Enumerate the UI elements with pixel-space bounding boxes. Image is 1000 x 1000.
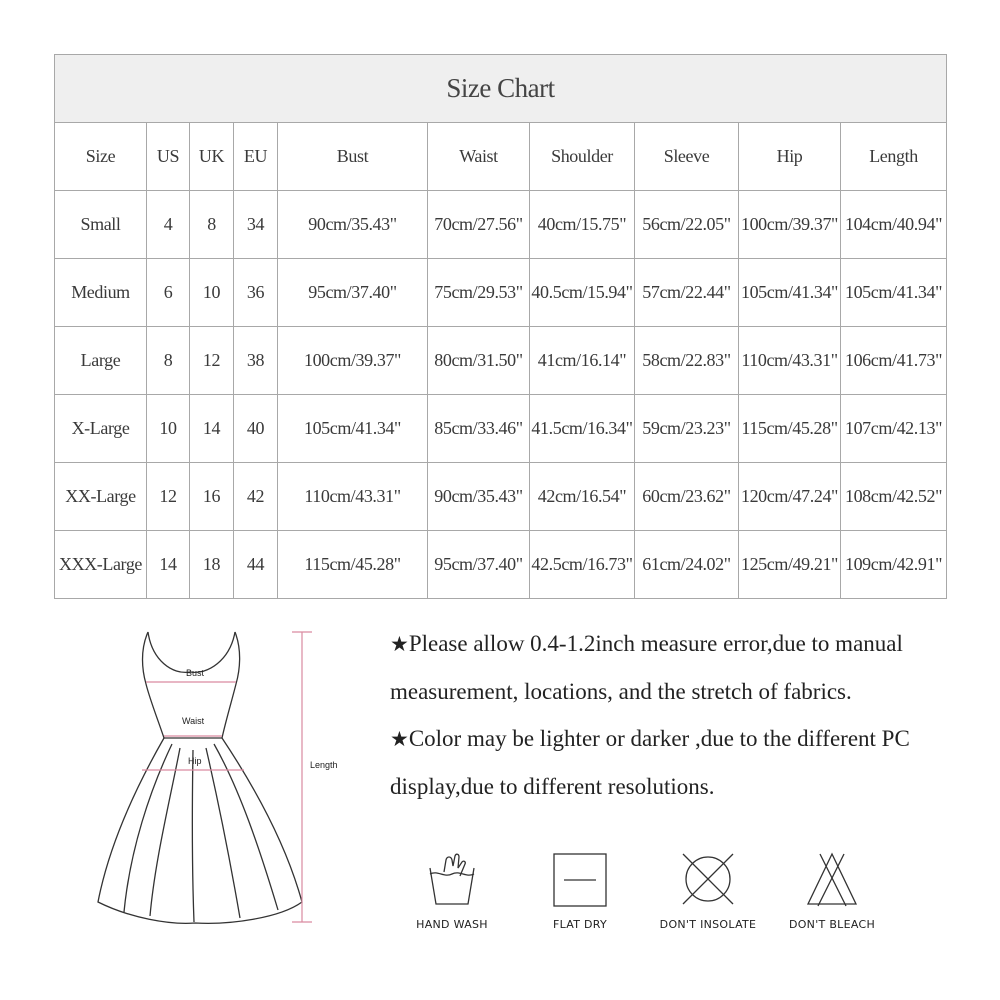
table-cell: 108cm/42.52" [841, 463, 947, 531]
dont-insolate-icon [677, 850, 739, 908]
table-cell: 60cm/23.62" [635, 463, 739, 531]
table-cell: 36 [234, 259, 278, 327]
table-cell: 90cm/35.43" [428, 463, 530, 531]
table-cell: 40 [234, 395, 278, 463]
table-cell: 115cm/45.28" [739, 395, 841, 463]
measure-lines [142, 632, 312, 922]
column-header: UK [190, 123, 234, 191]
column-header: EU [234, 123, 278, 191]
table-cell: 105cm/41.34" [739, 259, 841, 327]
table-cell: Large [55, 327, 147, 395]
table-cell: 120cm/47.24" [739, 463, 841, 531]
size-chart-table [54, 54, 947, 599]
table-title: Size Chart [55, 55, 947, 123]
table-cell: 41.5cm/16.34" [530, 395, 635, 463]
length-label: Length [310, 760, 338, 770]
table-cell: 110cm/43.31" [739, 327, 841, 395]
table-cell: 42.5cm/16.73" [530, 531, 635, 599]
table-cell: 110cm/43.31" [278, 463, 428, 531]
table-cell: 61cm/24.02" [635, 531, 739, 599]
table-row [55, 259, 947, 327]
table-cell: 104cm/40.94" [841, 191, 947, 259]
care-label: DON'T BLEACH [788, 918, 876, 931]
dont-bleach-icon [802, 850, 862, 908]
hand-wash-icon [422, 850, 482, 908]
table-cell: 75cm/29.53" [428, 259, 530, 327]
table-cell: 95cm/37.40" [428, 531, 530, 599]
hip-label: Hip [188, 756, 202, 766]
star-icon: ★ [390, 632, 409, 656]
table-cell: 8 [147, 327, 190, 395]
table-cell: Medium [55, 259, 147, 327]
table-cell: 42 [234, 463, 278, 531]
star-icon: ★ [390, 727, 409, 751]
note-2: ★Color may be lighter or darker ,due to the different PC display,due to different resolutions. [390, 726, 910, 799]
care-label: FLAT DRY [552, 918, 608, 931]
waist-label: Waist [182, 716, 205, 726]
table-cell: 56cm/22.05" [635, 191, 739, 259]
table-cell: 105cm/41.34" [278, 395, 428, 463]
table-cell: 105cm/41.34" [841, 259, 947, 327]
table-cell: 70cm/27.56" [428, 191, 530, 259]
table-cell: XXX-Large [55, 531, 147, 599]
dress-diagram [80, 620, 380, 940]
table-cell: 16 [190, 463, 234, 531]
table-cell: 6 [147, 259, 190, 327]
care-dont-insolate [648, 850, 768, 931]
table-cell: 115cm/45.28" [278, 531, 428, 599]
table-cell: 100cm/39.37" [739, 191, 841, 259]
table-cell: Small [55, 191, 147, 259]
care-label: HAND WASH [416, 918, 488, 931]
table-cell: 41cm/16.14" [530, 327, 635, 395]
table-cell: 14 [190, 395, 234, 463]
table-cell: 85cm/33.46" [428, 395, 530, 463]
table-row [55, 327, 947, 395]
column-header: Shoulder [530, 123, 635, 191]
table-cell: 100cm/39.37" [278, 327, 428, 395]
column-header: Waist [428, 123, 530, 191]
table-cell: 40.5cm/15.94" [530, 259, 635, 327]
column-header: Hip [739, 123, 841, 191]
table-cell: 12 [190, 327, 234, 395]
table-cell: 8 [190, 191, 234, 259]
table-cell: 125cm/49.21" [739, 531, 841, 599]
column-header: Sleeve [635, 123, 739, 191]
table-cell: 59cm/23.23" [635, 395, 739, 463]
care-label: DON'T INSOLATE [659, 918, 757, 931]
column-header: Length [841, 123, 947, 191]
table-row [55, 531, 947, 599]
table-row [55, 395, 947, 463]
column-header: US [147, 123, 190, 191]
table-cell: 10 [190, 259, 234, 327]
care-dont-bleach [772, 850, 892, 931]
table-header-row [55, 123, 947, 191]
table-cell: 58cm/22.83" [635, 327, 739, 395]
table-cell: 12 [147, 463, 190, 531]
bust-label: Bust [186, 668, 205, 678]
table-cell: 109cm/42.91" [841, 531, 947, 599]
table-cell: 4 [147, 191, 190, 259]
table-cell: 57cm/22.44" [635, 259, 739, 327]
flat-dry-icon [550, 850, 610, 908]
table-cell: 40cm/15.75" [530, 191, 635, 259]
table-cell: 42cm/16.54" [530, 463, 635, 531]
table-cell: 80cm/31.50" [428, 327, 530, 395]
table-cell: 44 [234, 531, 278, 599]
care-hand-wash [392, 850, 512, 931]
note-1: ★Please allow 0.4-1.2inch measure error,due to manual measurement, locations, and the stretch of fabrics. [390, 631, 903, 704]
table-row [55, 463, 947, 531]
care-flat-dry [520, 850, 640, 931]
column-header: Bust [278, 123, 428, 191]
table-cell: 106cm/41.73" [841, 327, 947, 395]
table-cell: X-Large [55, 395, 147, 463]
table-cell: 107cm/42.13" [841, 395, 947, 463]
table-cell: 18 [190, 531, 234, 599]
table-cell: 38 [234, 327, 278, 395]
table-cell: XX-Large [55, 463, 147, 531]
table-row [55, 191, 947, 259]
column-header: Size [55, 123, 147, 191]
table-cell: 14 [147, 531, 190, 599]
table-cell: 10 [147, 395, 190, 463]
notes-block [390, 620, 950, 810]
table-cell: 95cm/37.40" [278, 259, 428, 327]
table-cell: 90cm/35.43" [278, 191, 428, 259]
table-cell: 34 [234, 191, 278, 259]
